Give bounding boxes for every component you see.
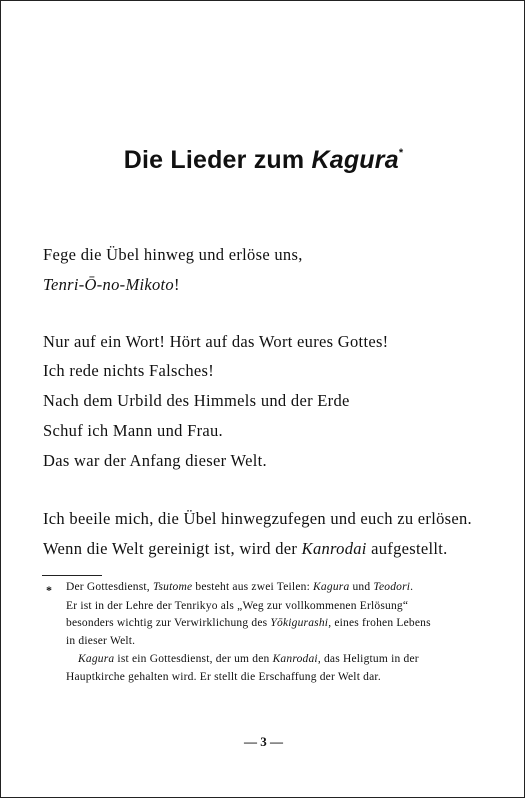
verse-line: Schuf ich Mann und Frau.	[43, 421, 223, 440]
footnote-italic: Yōkigurashi	[270, 617, 329, 629]
footnote-divider	[42, 575, 102, 576]
footnote-line: Er ist in der Lehre der Tenrikyo als „Weg zur vollkommenen Erlösung“	[66, 600, 409, 612]
verse-text: aufgestellt.	[366, 539, 448, 558]
title-prefix: Die Lieder zum	[123, 146, 312, 174]
footnote-text: und	[349, 581, 374, 593]
title-italic: Kagura	[311, 146, 399, 174]
page-number: — 3 —	[244, 734, 283, 749]
footnote-line	[66, 617, 431, 629]
title-footnote-mark: *	[398, 147, 404, 159]
verse-line: Fege die Übel hinweg und erlöse uns,	[43, 245, 303, 264]
footnote-text: ist ein Gottesdienst, der um den	[114, 653, 273, 665]
verse-text: !	[173, 275, 180, 294]
footnote-marker: *	[46, 583, 52, 597]
footnote-line	[66, 581, 413, 593]
verse-text: Wenn die Welt gereinigt ist, wird der	[43, 539, 302, 558]
footnote-text: besonders wichtig zur Verwirklichung des	[66, 617, 271, 629]
footnote-text: besteht aus zwei Teilen:	[192, 581, 314, 593]
verse-line: Ich rede nichts Falsches!	[43, 361, 215, 380]
footnote-text: Der Gottesdienst,	[66, 581, 153, 593]
footnote-line: in dieser Welt.	[66, 635, 136, 647]
footnote-italic: Kagura	[78, 653, 115, 665]
footnote-text: , eines frohen Lebens	[328, 617, 431, 629]
verse-italic: Kanrodai	[301, 539, 367, 558]
verse-line	[43, 539, 448, 559]
footnote-text: .	[410, 581, 414, 593]
verse-line: Das war der Anfang dieser Welt.	[43, 451, 267, 470]
footnote-line: Hauptkirche gehalten wird. Er stellt die Erschaffung der Welt dar.	[66, 671, 381, 683]
footnote-italic: Teodori	[373, 581, 411, 593]
verse-line: Nach dem Urbild des Himmels und der Erde	[43, 391, 350, 410]
verse-italic: Tenri-Ō-no-Mikoto	[43, 275, 174, 294]
verse-line	[43, 275, 180, 295]
verse-line: Nur auf ein Wort! Hört auf das Wort eures Gottes!	[43, 332, 389, 351]
page-title	[0, 146, 527, 175]
footnote-italic: Kanrodai	[272, 653, 318, 665]
footnote-text: , das Heligtum in der	[317, 653, 419, 665]
footnote-line	[78, 653, 419, 665]
footnote-italic: Kagura	[313, 581, 350, 593]
verse-line: Ich beeile mich, die Übel hinwegzufegen und euch zu erlösen.	[43, 509, 472, 528]
footnote-italic: Tsutome	[152, 581, 193, 593]
